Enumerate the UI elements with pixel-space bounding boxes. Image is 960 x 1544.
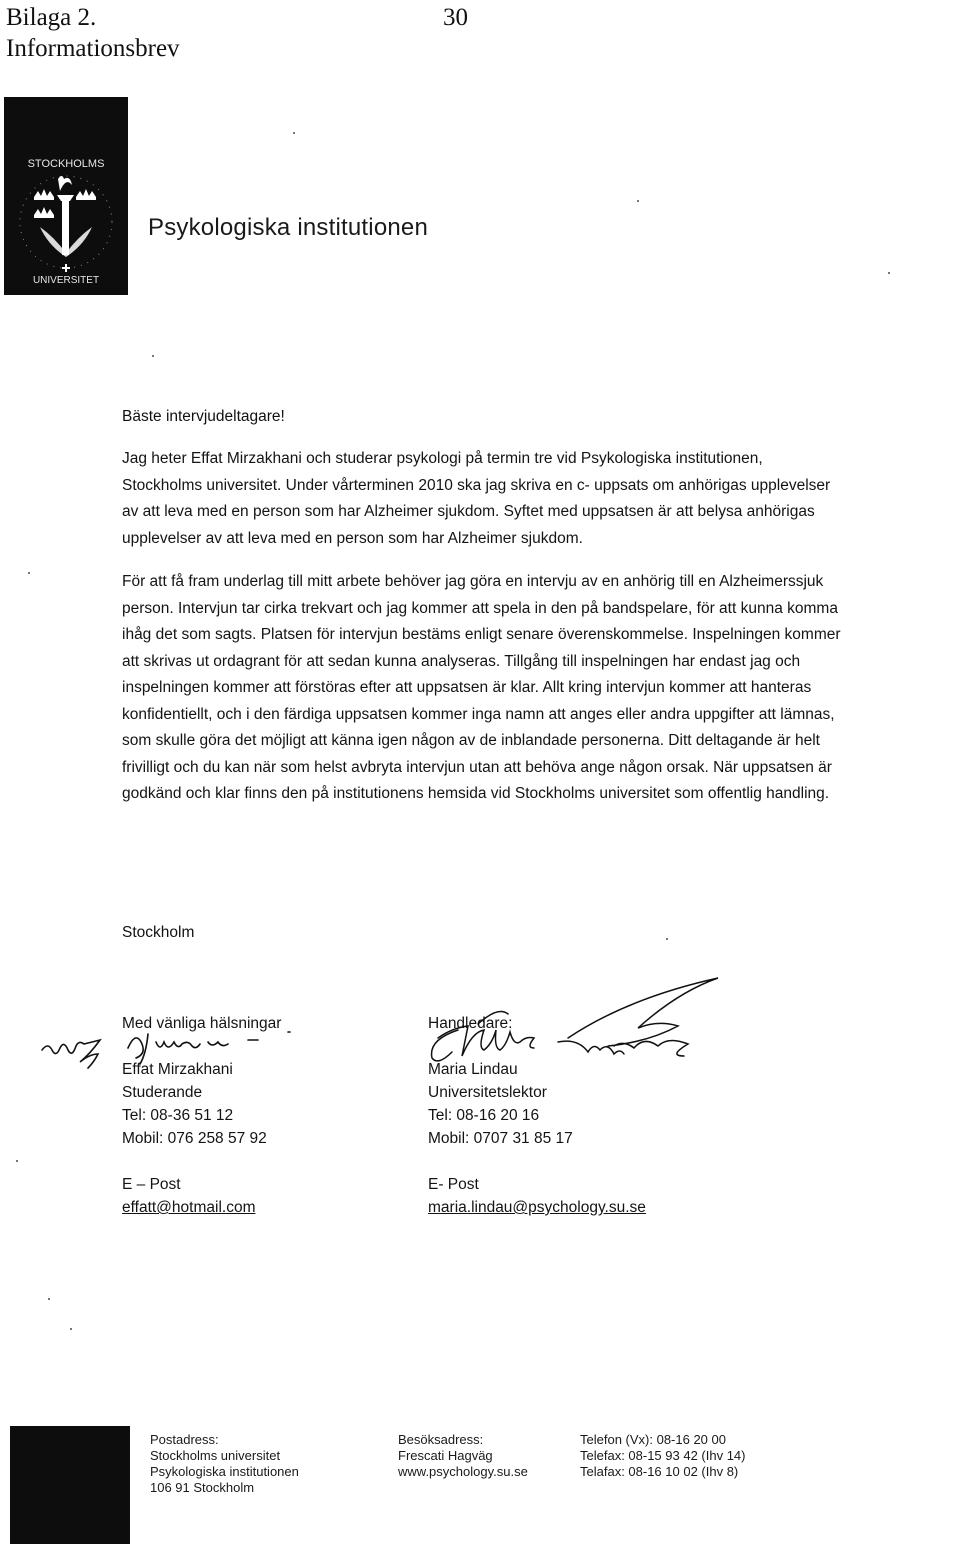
department-name: Psykologiska institutionen [148,214,429,241]
footer-logo-block [10,1426,130,1544]
footer-website-link[interactable]: www.psychology.su.se [398,1464,528,1479]
postal-line: 106 91 Stockholm [150,1480,255,1495]
postal-line: Psykologiska institutionen [150,1464,299,1479]
document-type: Informationsbrev [6,35,180,62]
student-name: Effat Mirzakhani [122,1061,233,1078]
postal-label: Postadress: [150,1432,219,1447]
fax-line: Telefax: 08-15 93 42 (Ihv 14) [580,1448,746,1463]
footer-visit-address [398,1432,528,1480]
student-email-link[interactable]: effatt@hotmail.com [122,1199,256,1216]
student-signature-icon [38,1028,308,1088]
visit-line: Frescati Hagväg [398,1448,493,1463]
supervisor-role: Universitetslektor [428,1084,547,1101]
attachment-label: Bilaga 2. [6,4,97,31]
university-logo [4,97,128,295]
university-seal-icon [4,97,128,295]
supervisor-label: Handledare: [428,1015,513,1032]
page-number: 30 [443,4,468,31]
footer-postal-address [150,1432,299,1496]
fax-line: Telafax: 08-16 10 02 (Ihv 8) [580,1464,739,1479]
student-email-label: E – Post [122,1176,181,1193]
visit-label: Besöksadress: [398,1432,484,1447]
student-role: Studerande [122,1084,203,1101]
supervisor-email-label: E- Post [428,1176,479,1193]
postal-line: Stockholms universitet [150,1448,281,1463]
student-phone: Tel: 08-36 51 12 [122,1107,234,1124]
phone-line: Telefon (Vx): 08-16 20 00 [580,1432,726,1447]
supervisor-mobile: Mobil: 0707 31 85 17 [428,1130,573,1147]
svg-text:STOCKHOLMS: STOCKHOLMS [27,158,105,170]
greeting: Bäste intervjudeltagare! [122,408,285,425]
city: Stockholm [122,924,195,941]
footer-phone-numbers [580,1432,746,1480]
supervisor-signature-icon [418,968,748,1078]
attachment-header [6,2,180,64]
closing: Med vänliga hälsningar [122,1015,282,1032]
supervisor-email-link[interactable]: maria.lindau@psychology.su.se [428,1199,646,1216]
student-mobile: Mobil: 076 258 57 92 [122,1130,267,1147]
supervisor-name: Maria Lindau [428,1061,518,1078]
paragraph-interview-details: För att få fram underlag till mitt arbete behöver jag göra en intervju av en anhörig till en Alzheimerssjuk person. Intervjun tar cirka trekvart och jag kommer att spela in den på bandspelare, för att kunna komma ihåg det som sagts. Platsen för intervjun bestäms enligt senare överenskommelse. Inspelningen kommer att skrivas ut ordagrant för att sedan kunna analyseras. Tillgång till inspelningen har endast jag och inspelningen kommer att förstöras efter att uppsatsen är klar. Allt kring intervjun kommer att hanteras konfidentiellt, och i den färdiga uppsatsen kommer inga namn att anges eller andra uppgifter att lämnas, som skulle göra det möjligt att känna igen någon av de inblandade personerna. Ditt deltagande är helt frivilligt och du kan när som helst avbryta intervjun utan att behöva ange någon orsak. När uppsatsen är godkänd och klar finns den på institutionens hemsida vid Stockholms universitet som offentlig handling. [122,573,841,802]
supervisor-phone: Tel: 08-16 20 16 [428,1107,540,1124]
svg-text:UNIVERSITET: UNIVERSITET [32,275,100,286]
paragraph-introduction: Jag heter Effat Mirzakhani och studerar psykologi på termin tre vid Psykologiska institutionen, Stockholms universitet. Under vårterminen 2010 ska jag skriva en c- uppsats om anhörigas upplevelser av att leva med en person som har Alzheimer sjukdom. Syftet med uppsatsen är att belysa anhörigas upplevelser av att leva med en person som har Alzheimer sjukdom. [122,450,831,547]
